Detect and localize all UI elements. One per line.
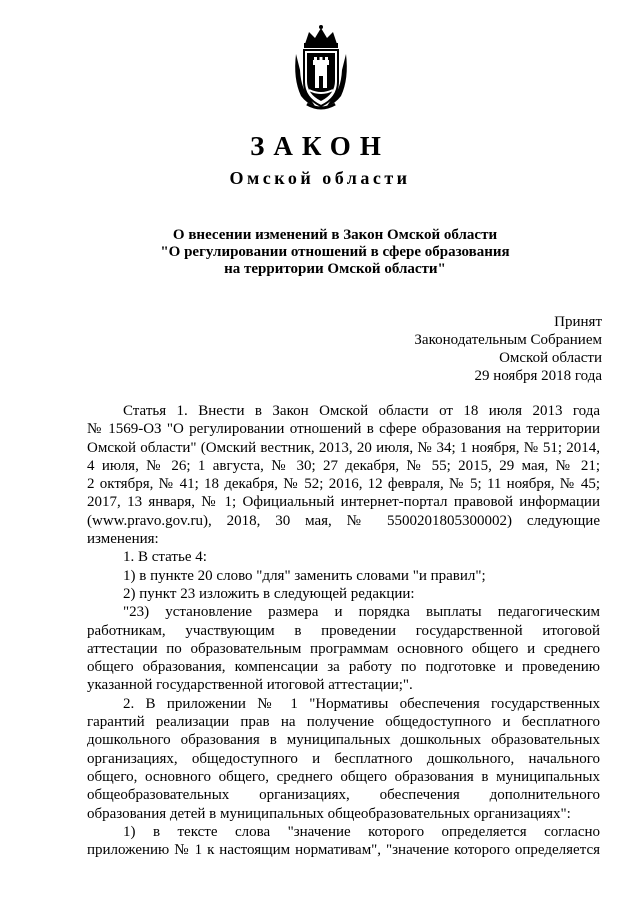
quote-line: аттестации по образовательным программам основного общего и среднего: [87, 640, 600, 657]
item-2-line: гарантий реализации прав на получение общедоступного и бесплатного: [87, 714, 600, 731]
article-line: № 1569-ОЗ "О регулировании отношений в сфере образования на территории: [87, 421, 600, 438]
document-title: ЗАКОН: [250, 131, 390, 161]
adoption-block: [414, 313, 602, 385]
heading-line: "О регулировании отношений в сфере образования: [160, 244, 510, 260]
coat-of-arms-emblem: [293, 24, 349, 110]
item-2-sub-line: приложению № 1 к настоящим нормативам", "значение которого определяется: [87, 842, 600, 859]
article-line: 2 октября, № 41; 18 декабря, № 52; 2016, 12 февраля, № 5; 11 ноября, № 45;: [87, 476, 600, 493]
item-2-line: образования детей в муниципальных общеобразовательных организациях":: [87, 805, 571, 822]
article-line: (www.pravo.gov.ru), 2018, 30 мая, № 5500201805300002) следующие: [87, 512, 600, 529]
item-2-line: общего, основного общего, среднего общего образования в муниципальных: [87, 768, 600, 785]
item-2-line: организациях, общедоступного и бесплатного дошкольного, начального: [87, 750, 600, 767]
quote-line: "23) установление размера и порядка выплаты педагогическим: [123, 604, 600, 621]
item-2-sub-1: [87, 823, 600, 860]
article-line: Статья 1. Внести в Закон Омской области от 18 июля 2013 года: [123, 403, 600, 419]
quote-line: работникам, участвующим в проведении государственной итоговой: [87, 622, 600, 639]
article-1: [87, 402, 600, 548]
item-2: [87, 695, 600, 823]
item-2-line: 2. В приложении № 1 "Нормативы обеспечения государственных: [123, 695, 600, 712]
item-1-sub-1: 1) в пункте 20 слово "для" заменить словами "и правил";: [123, 567, 486, 584]
law-heading: [0, 227, 640, 278]
adopted-line: Принят: [554, 314, 602, 330]
heading-line: на территории Омской области": [224, 261, 446, 277]
article-line: изменения:: [87, 531, 159, 548]
item-1: 1. В статье 4:: [123, 549, 207, 566]
article-line: 4 июля, № 26; 1 августа, № 30; 27 декабря, № 55; 2015, 29 мая, № 21;: [87, 457, 600, 474]
item-2-line: дошкольного образования в муниципальных дошкольных образовательных: [87, 732, 600, 749]
quote-23: [87, 603, 600, 694]
adopted-line: Омской области: [499, 350, 602, 366]
adopted-date: 29 ноября 2018 года: [474, 368, 602, 384]
item-2-sub-line: 1) в тексте слова "значение которого определяется согласно: [123, 823, 600, 840]
heading-line: О внесении изменений в Закон Омской области: [172, 227, 498, 243]
article-line: 2017, 13 января, № 1; Официальный интернет-портал правовой информации: [87, 494, 600, 511]
quote-line: общего образования, компенсации за работу по подготовке и проведению: [87, 659, 600, 676]
item-1-sub-2: 2) пункт 23 изложить в следующей редакции:: [123, 585, 415, 602]
quote-line: указанной государственной итоговой аттестации;".: [87, 677, 413, 694]
item-2-line: общеобразовательных организациях, обеспечения дополнительного: [87, 787, 600, 804]
adopted-line: Законодательным Собранием: [414, 332, 602, 348]
article-line: Омской области" (Омский вестник, 2013, 20 июля, № 34; 1 ноября, № 51; 2014,: [87, 439, 600, 456]
document-body: [87, 402, 600, 859]
document-region: Омской области: [229, 168, 411, 188]
